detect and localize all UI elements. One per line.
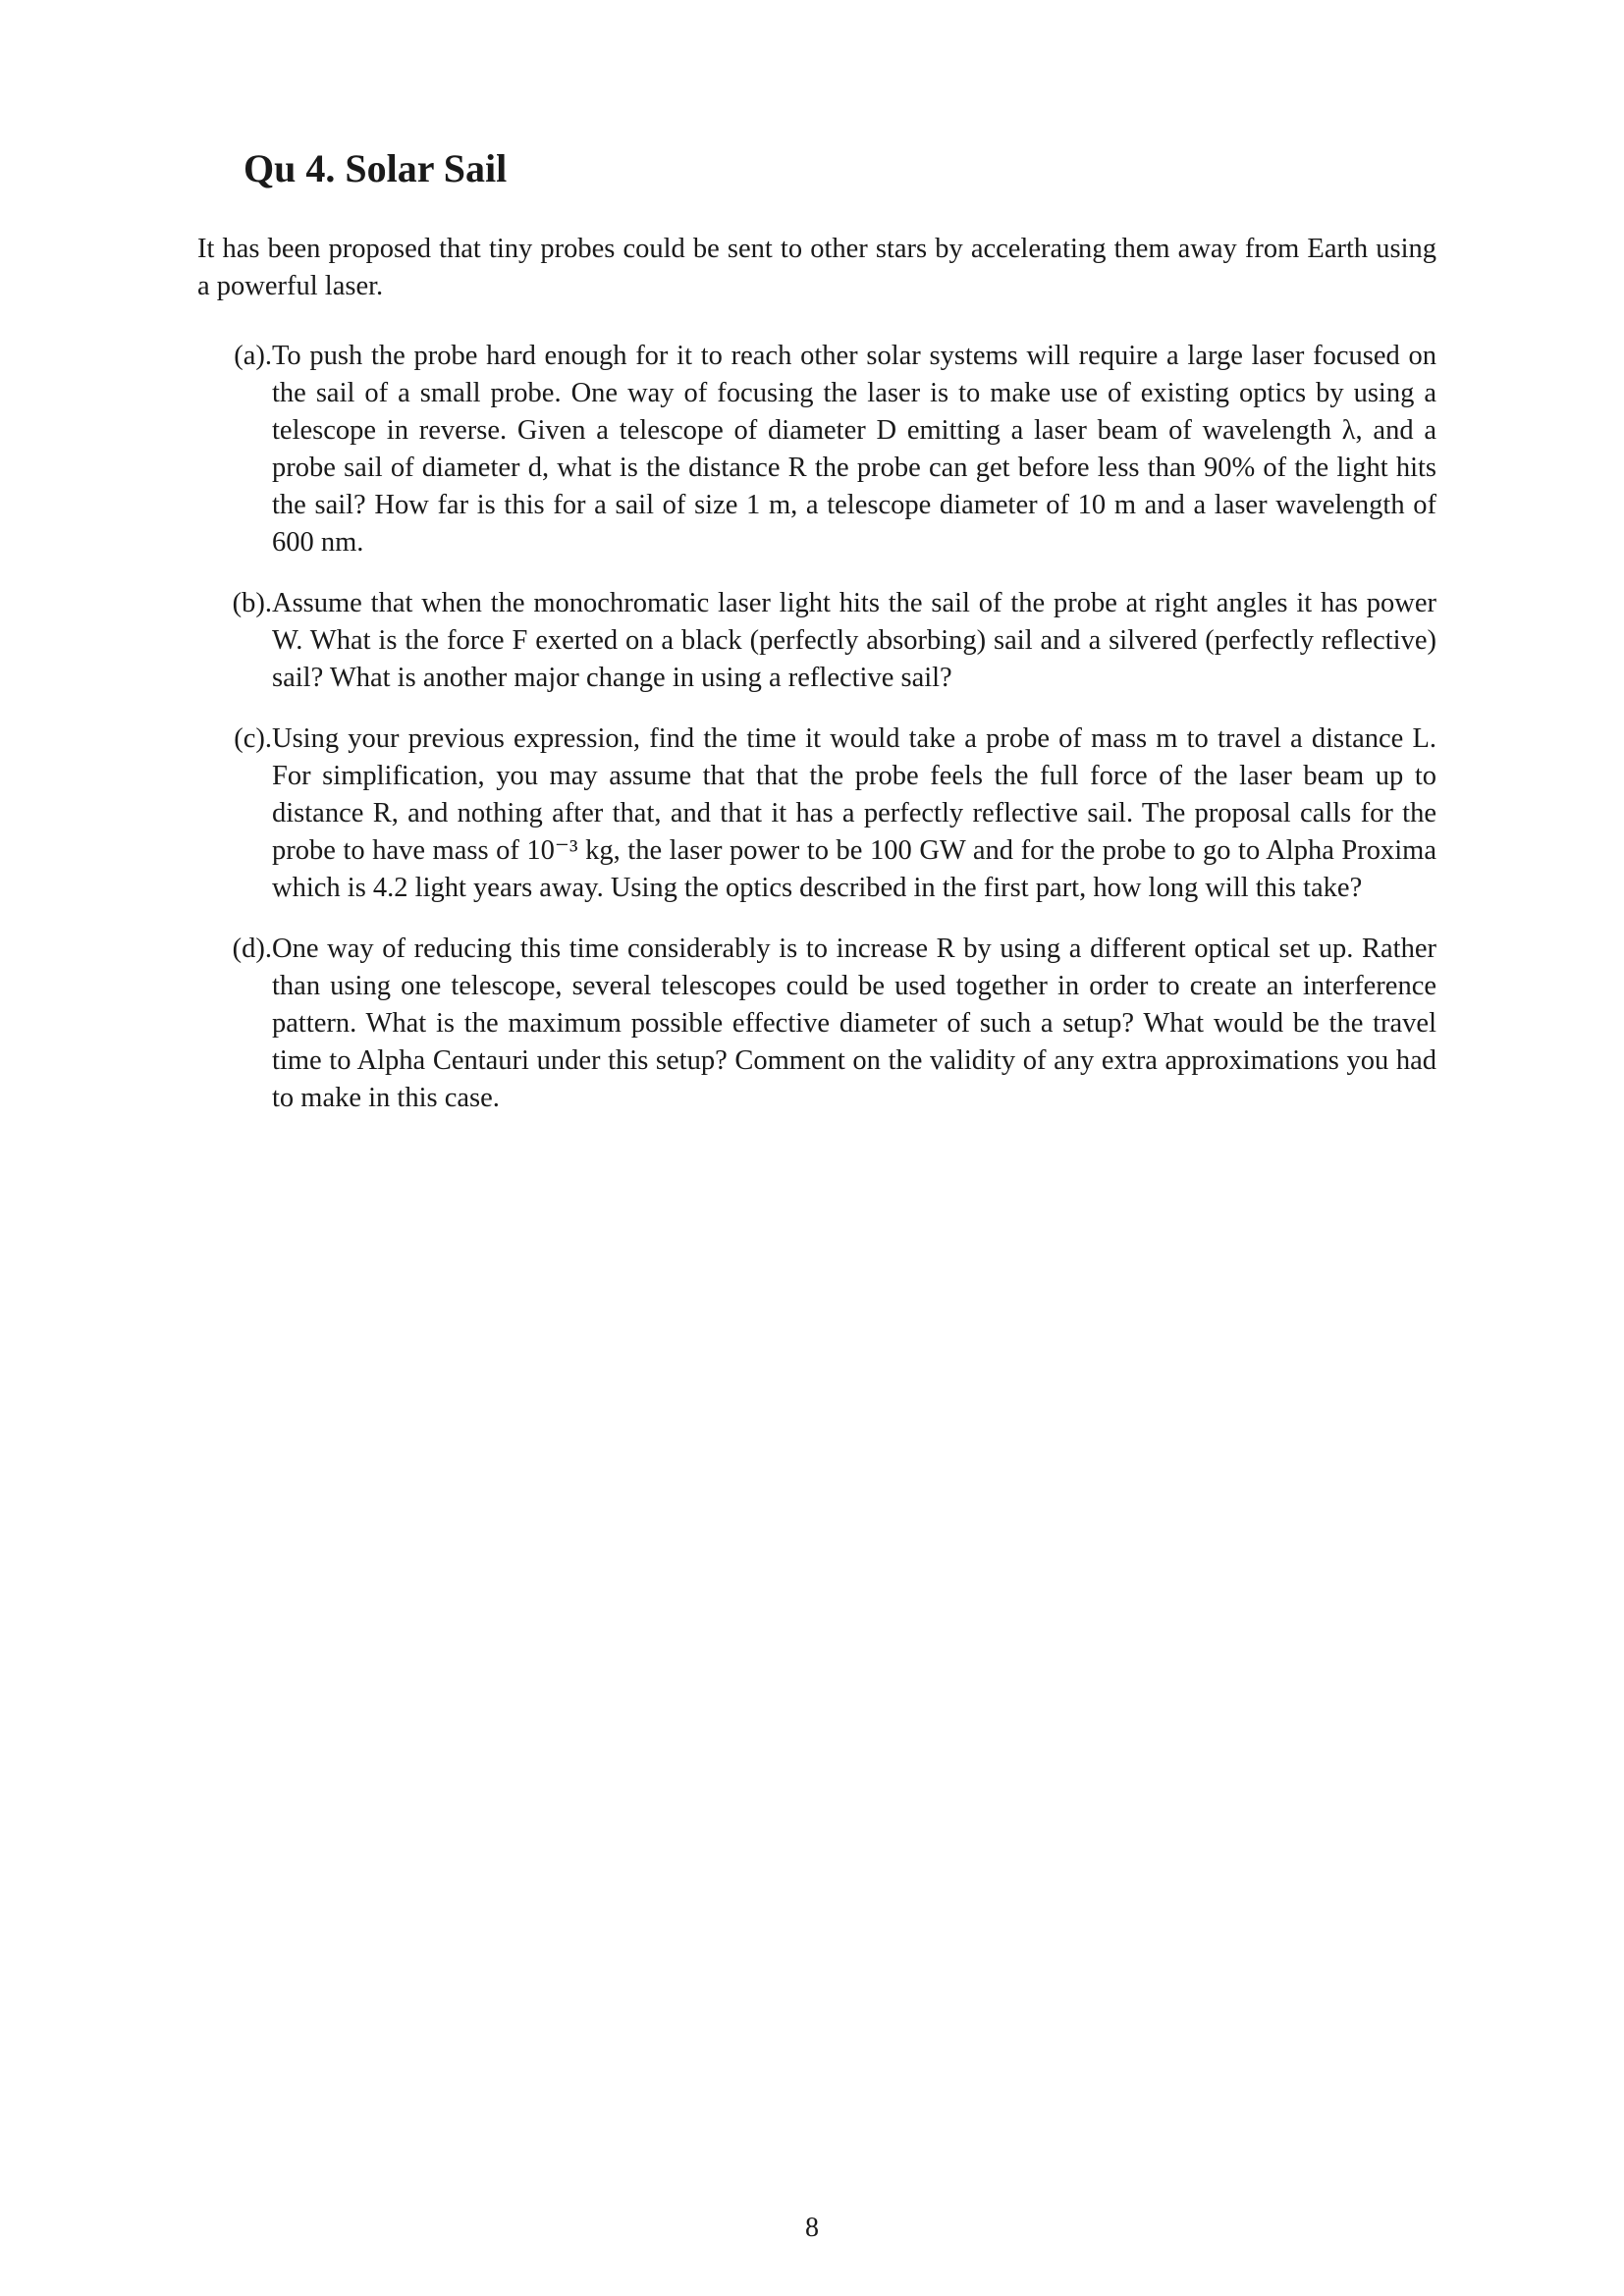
part-d <box>197 931 1436 1117</box>
part-text: One way of reducing this time considerably is to increase R by using a different optical set up. Rather than using one telescope, several telescopes could be used together in order to create an interference pattern. What is the maximum possible effective diameter of such a setup? What would be the travel time to Alpha Centauri under this setup? Comment on the validity of any extra approximations you had to make in this case. <box>272 934 1436 1113</box>
page-number: 8 <box>805 2213 819 2243</box>
part-label: (a). <box>234 341 272 371</box>
part-label: (b). <box>232 588 272 618</box>
part-c <box>197 721 1436 907</box>
part-b <box>197 585 1436 697</box>
question-title: Qu 4. Solar Sail <box>244 146 508 190</box>
part-a <box>197 338 1436 561</box>
part-label: (d). <box>232 934 272 964</box>
part-label: (c). <box>234 723 272 754</box>
part-text: To push the probe hard enough for it to reach other solar systems will require a large laser focused on the sail of a small probe. One way of focusing the laser is to make use of existing optics by using a telescope in reverse. Given a telescope of diameter D emitting a laser beam of wavelength λ, and a probe sail of diameter d, what is the distance R the probe can get before less than 90% of the light hits the sail? How far is this for a sail of size 1 m, a telescope diameter of 10 m and a laser wavelength of 600 nm. <box>272 341 1436 558</box>
part-text: Using your previous expression, find the time it would take a probe of mass m to travel a distance L. For simplification, you may assume that that the probe feels the full force of the laser beam up to distance R, and nothing after that, and that it has a perfectly reflective sail. The proposal calls for the probe to have mass of 10⁻³ kg, the laser power to be 100 GW and for the probe to go to Alpha Proxima which is 4.2 light years away. Using the optics described in the first part, how long will this take? <box>272 723 1436 903</box>
part-text: Assume that when the monochromatic laser light hits the sail of the probe at right angles it has power W. What is the force F exerted on a black (perfectly absorbing) sail and a silvered (perfectly reflective) sail? What is another major change in using a reflective sail? <box>272 588 1436 693</box>
question-parts <box>197 338 1436 1141</box>
intro-paragraph: It has been proposed that tiny probes could be sent to other stars by accelerating them away from Earth using a powerful laser. <box>197 234 1436 301</box>
